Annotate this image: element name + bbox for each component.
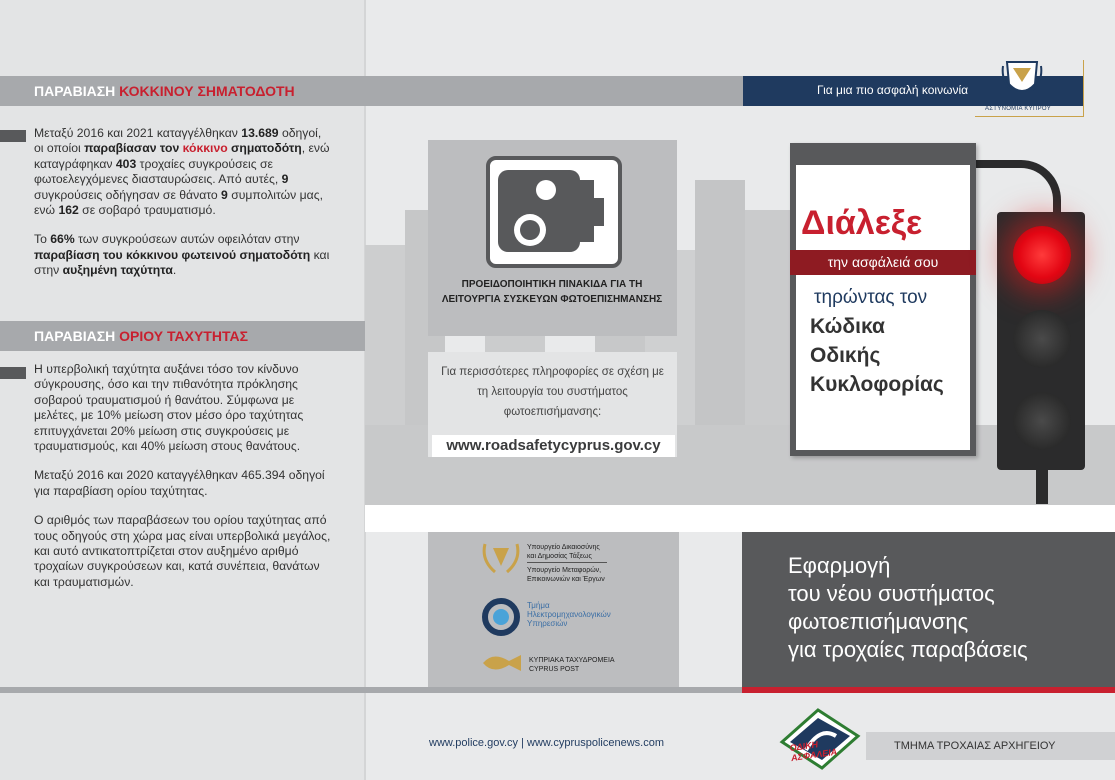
- green-lamp-icon: [1013, 392, 1071, 450]
- billboard-line-4: Κυκλοφορίας: [810, 373, 944, 396]
- speed-paragraph-2: Μεταξύ 2016 και 2020 καταγγέλθηκαν 465.394 οδηγοί για παραβίαση ορίου ταχύτητας.: [34, 468, 325, 498]
- cyprus-post-line-1: ΚΥΠΡΙΑΚΑ ΤΑΧΥΔΡΟΜΕΙΑ: [529, 657, 615, 664]
- red-light-p1-run: 13.689: [241, 126, 279, 140]
- section-speed-header: [0, 321, 365, 351]
- electromechanical-dept-icon: [481, 597, 521, 637]
- bottom-gray-band: [0, 687, 742, 693]
- billboard-band: την ασφάλειά σου: [790, 250, 976, 275]
- ministry-transport-line-1: Υπουργείο Μεταφορών,: [527, 567, 602, 574]
- red-light-p1-run: παραβίασαν τον: [84, 141, 183, 156]
- section-speed-title-a: ΠΑΡΑΒΙΑΣΗ: [34, 328, 120, 344]
- amber-lamp-icon: [1013, 310, 1071, 368]
- ministry-justice-line-1: Υπουργείο Δικαιοσύνης: [527, 544, 600, 551]
- cyprus-post-label: [529, 656, 615, 674]
- promo-line-3: φωτοεπισήμανσης: [788, 609, 969, 634]
- footer-separator: |: [518, 737, 528, 749]
- red-light-p1-run: σηματοδότη: [227, 141, 302, 156]
- red-light-p2-run: Το: [34, 232, 51, 247]
- cyprus-emblem-icon: [479, 540, 523, 576]
- promo-line-2: του νέου συστήματος: [788, 581, 995, 606]
- promo-line-1: Εφαρμογή: [788, 553, 891, 578]
- red-light-p1-run: 9: [221, 187, 228, 202]
- red-light-p1-run: συγκρούσεις οδήγησαν σε θάνατο: [34, 187, 222, 202]
- speed-paragraph-3: Ο αριθμός των παραβάσεων του ορίου ταχύτητας από τους οδηγούς στη χώρα μας είναι υπερβολικά μεγάλος, και αυτό αντικατοπτρίζεται στον αυξημένο αριθμό τροχαίων συγκρούσεων και, κατά συνέπεια, θανάτων και τραυματισμών.: [34, 513, 331, 589]
- red-light-p1-run: συμπολιτών μας, ενώ: [34, 187, 323, 218]
- electromechanical-line-1: Τμήμα: [527, 601, 550, 610]
- info-text: Για περισσότερες πληροφορίες σε σχέση με τη λειτουργία του συστήματος φωτοεπισήμανσης:: [441, 366, 664, 418]
- billboard-line-1: τηρώντας τον: [814, 287, 928, 308]
- red-light-paragraph-2: [34, 232, 334, 278]
- section-red-light-title-a: ΠΑΡΑΒΙΑΣΗ: [34, 83, 120, 99]
- promo-line-4: για τροχαίες παραβάσεις: [788, 637, 1028, 662]
- red-light-p1-run: κόκκινο: [182, 141, 228, 156]
- roadsafety-link[interactable]: www.roadsafetycyprus.gov.cy: [432, 435, 675, 457]
- ministry-justice-line-2: και Δημοσίας Τάξεως: [527, 553, 592, 560]
- red-light-p1-run: οδηγοί, οι οποίοι: [34, 126, 322, 156]
- ministry-transport-line-2: Επικοινωνιών και Έργων: [527, 576, 605, 583]
- red-light-p1-run: τροχαίες συγκρούσεις σε φωτοελεγχόμενες διασταυρώσεις. Από αυτές,: [34, 156, 282, 187]
- slogan-text: Για μια πιο ασφαλή κοινωνία: [817, 83, 969, 97]
- red-light-p2-run: και στην: [34, 247, 330, 278]
- section-red-light-header: [0, 76, 365, 106]
- section-speed-title-b: ΟΡΙΟΥ ΤΑΧΥΤΗΤΑΣ: [119, 328, 248, 344]
- police-crest-label: ΑΣΤΥΝΟΜΙΑ ΚΥΠΡΟΥ: [985, 106, 1051, 112]
- red-light-p1-run: , ενώ καταγράφηκαν: [34, 141, 330, 171]
- red-light-p2-run: αυξημένη ταχύτητα: [62, 263, 173, 278]
- traffic-light-pole: [1036, 470, 1048, 504]
- speed-paragraph-1: Η υπερβολική ταχύτητα αυξάνει τόσο τον κίνδυνο σύγκρουσης, όσο και την πιθανότητα πρόκλησης σοβαρού τραυματισμού ή θανάτου. Σύμφωνα με μελέτες, με 10% μείωση στον μέσο όρο ταχύτητας επιτυγχάνεται 20% μείωση στις συγκρούσεις με τραυματισμούς, και 40% μείωση στους θανάτους.: [34, 362, 304, 454]
- logo-divider: [527, 562, 607, 563]
- red-light-p1-run: Μεταξύ 2016 και 2021 καταγγέλθηκαν: [34, 126, 242, 140]
- billboard-lines: [810, 312, 944, 399]
- section-red-light-title-b: ΚΟΚΚΙΝΟΥ ΣΗΜΑΤΟΔΟΤΗ: [119, 83, 295, 99]
- bullet-marker: [0, 130, 26, 142]
- red-light-p2-run: των συγκρούσεων αυτών οφειλόταν στην: [74, 232, 300, 247]
- red-light-p2-run: παραβίαση του κόκκινου φωτεινού σηματοδότη: [34, 247, 311, 262]
- red-light-p2-run: 66%: [50, 232, 75, 247]
- red-light-text: [34, 126, 334, 279]
- speed-text: [34, 362, 334, 590]
- cyprus-post-horn-icon: [479, 651, 525, 675]
- red-light-p1-run: 9: [281, 172, 289, 187]
- top-gray-band: [365, 76, 743, 106]
- billboard-line-2: Κώδικα: [810, 315, 885, 338]
- police-website-link[interactable]: www.police.gov.cy: [429, 737, 519, 749]
- promo-text: [788, 552, 1028, 664]
- promo-red-underline: [742, 687, 1115, 693]
- road-safety-logo: [776, 706, 864, 772]
- bullet-marker: [0, 367, 26, 379]
- billboard-line-3: Οδικής: [810, 344, 881, 367]
- road-safety-logo-text: ΟΔΙΚΗ ΑΣΦΑΛΕΙΑ: [788, 739, 838, 764]
- ministry-justice-label: [527, 543, 600, 561]
- red-light-p1-run: 162: [58, 203, 79, 218]
- billboard-title: Διάλεξε: [801, 204, 923, 242]
- red-light-p1-run: 403: [115, 156, 137, 171]
- traffic-department-label: ΤΜΗΜΑ ΤΡΟΧΑΙΑΣ ΑΡΧΗΓΕΙΟΥ: [866, 732, 1115, 760]
- police-crest-icon: [999, 58, 1045, 102]
- red-light-p2-run: .: [172, 263, 177, 278]
- warning-sign-caption: ΠΡΟΕΙΔΟΠΟΙΗΤΙΚΗ ΠΙΝΑΚΙΔΑ ΓΙΑ ΤΗ ΛΕΙΤΟΥΡΓΙΑ ΣΥΣΚΕΥΩΝ ΦΩΤΟΕΠΙΣΗΜΑΝΣΗΣ: [441, 279, 663, 305]
- police-news-link[interactable]: www.cypruspolicenews.com: [527, 737, 664, 749]
- electromechanical-dept-label: [527, 601, 611, 628]
- cyprus-post-line-2: CYPRUS POST: [529, 666, 580, 673]
- electromechanical-line-3: Υπηρεσιών: [527, 619, 568, 628]
- footer-links: [429, 737, 664, 749]
- electromechanical-line-2: Ηλεκτρομηχανολογικών: [527, 610, 611, 619]
- ministry-transport-label: [527, 566, 605, 584]
- red-light-p1-run: σε σοβαρό τραυματισμό.: [78, 203, 216, 218]
- white-band: [365, 505, 1115, 532]
- red-light-paragraph-1: [34, 126, 334, 218]
- red-lamp-icon: [1013, 226, 1071, 284]
- speed-camera-icon: [486, 156, 622, 268]
